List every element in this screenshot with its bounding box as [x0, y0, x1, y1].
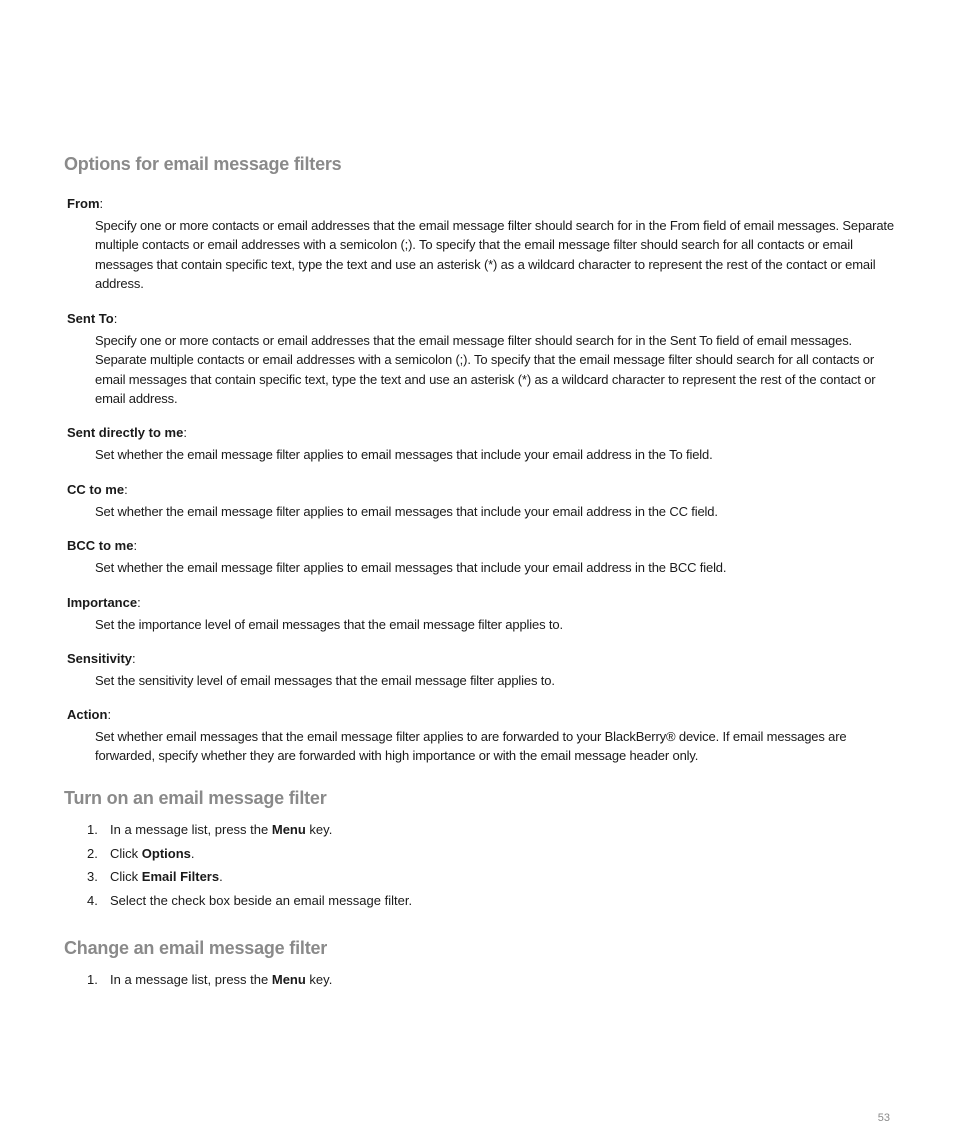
- step-text-end: key.: [305, 822, 333, 837]
- term-label: From: [67, 196, 100, 211]
- term-label: BCC to me: [67, 538, 134, 553]
- term-label: Sent directly to me: [67, 425, 184, 440]
- term-label: Sensitivity: [67, 651, 133, 666]
- step-item: [87, 893, 412, 908]
- desc-sensitivity: Set the sensitivity level of email messages that the email message filter applies to.: [95, 673, 555, 688]
- desc-cc: Set whether the email message filter applies to email messages that include your email address in the CC field.: [95, 504, 718, 519]
- term-bcc: [67, 538, 137, 553]
- step-number: 3.: [87, 869, 98, 884]
- term-colon: :: [113, 311, 118, 326]
- desc-sent-to: Specify one or more contacts or email addresses that the email message filter should search for in the Sent To field of email messages. Separate multiple contacts or email addresses with a semicolon (;). To specify that the email message filter should search for all contacts or email messages that contain specific text, type the text and use an asterisk (*) as a wildcard character to represent the rest of the contact or email address.: [95, 333, 876, 406]
- term-label: Action: [67, 707, 108, 722]
- term-importance: [67, 595, 141, 610]
- desc-sent-directly: Set whether the email message filter applies to email messages that include your email address in the To field.: [95, 447, 713, 462]
- term-colon: :: [99, 196, 104, 211]
- step-text: Select the check box beside an email message filter.: [110, 893, 413, 908]
- step-keyword: Menu: [271, 972, 306, 987]
- desc-action: Set whether email messages that the email message filter applies to are forwarded to your BlackBerry® device. If email messages are forwarded, specify whether they are forwarded with high importance or with the email message header only.: [95, 729, 847, 764]
- step-item: [87, 822, 332, 837]
- term-from: [67, 196, 103, 211]
- step-text: Click: [110, 846, 142, 861]
- step-number: 1.: [87, 822, 98, 837]
- term-colon: :: [133, 538, 138, 553]
- step-item: [87, 972, 332, 987]
- term-action: [67, 707, 111, 722]
- desc-bcc: Set whether the email message filter applies to email messages that include your email address in the BCC field.: [95, 560, 727, 575]
- step-item: [87, 846, 195, 861]
- step-text: Click: [110, 869, 142, 884]
- step-text: In a message list, press the: [110, 972, 272, 987]
- step-keyword: Email Filters: [141, 869, 220, 884]
- term-colon: :: [132, 651, 136, 666]
- term-label: CC to me: [67, 482, 125, 497]
- section-title-change: Change an email message filter: [64, 938, 328, 958]
- term-sent-to: [67, 311, 117, 326]
- term-sensitivity: [67, 651, 136, 666]
- term-sent-directly: [67, 425, 187, 440]
- section-title-options: Options for email message filters: [64, 154, 342, 174]
- term-colon: :: [124, 482, 128, 497]
- desc-from: Specify one or more contacts or email addresses that the email message filter should search for in the From field of email messages. Separate multiple contacts or email addresses with a semicolon (;). To specify that the email message filter should search for all contacts or email messages that contain specific text, type the text and use an asterisk (*) as a wildcard character to represent the rest of the contact or email address.: [95, 218, 894, 291]
- section-title-turn-on: Turn on an email message filter: [64, 788, 327, 808]
- desc-importance: Set the importance level of email messages that the email message filter applies to.: [95, 617, 563, 632]
- term-colon: :: [137, 595, 141, 610]
- term-label: Importance: [67, 595, 138, 610]
- step-text-end: key.: [305, 972, 333, 987]
- term-label: Sent To: [67, 311, 114, 326]
- step-text: In a message list, press the: [110, 822, 272, 837]
- step-text-end: .: [219, 869, 223, 884]
- term-cc: [67, 482, 128, 497]
- step-number: 4.: [87, 893, 98, 908]
- term-colon: :: [107, 707, 112, 722]
- step-keyword: Options: [141, 846, 191, 861]
- step-number: 2.: [87, 846, 98, 861]
- step-keyword: Menu: [271, 822, 306, 837]
- page-number: 53: [877, 1112, 890, 1124]
- step-item: [87, 869, 223, 884]
- term-colon: :: [183, 425, 187, 440]
- step-number: 1.: [87, 972, 98, 987]
- step-text-end: .: [190, 846, 195, 861]
